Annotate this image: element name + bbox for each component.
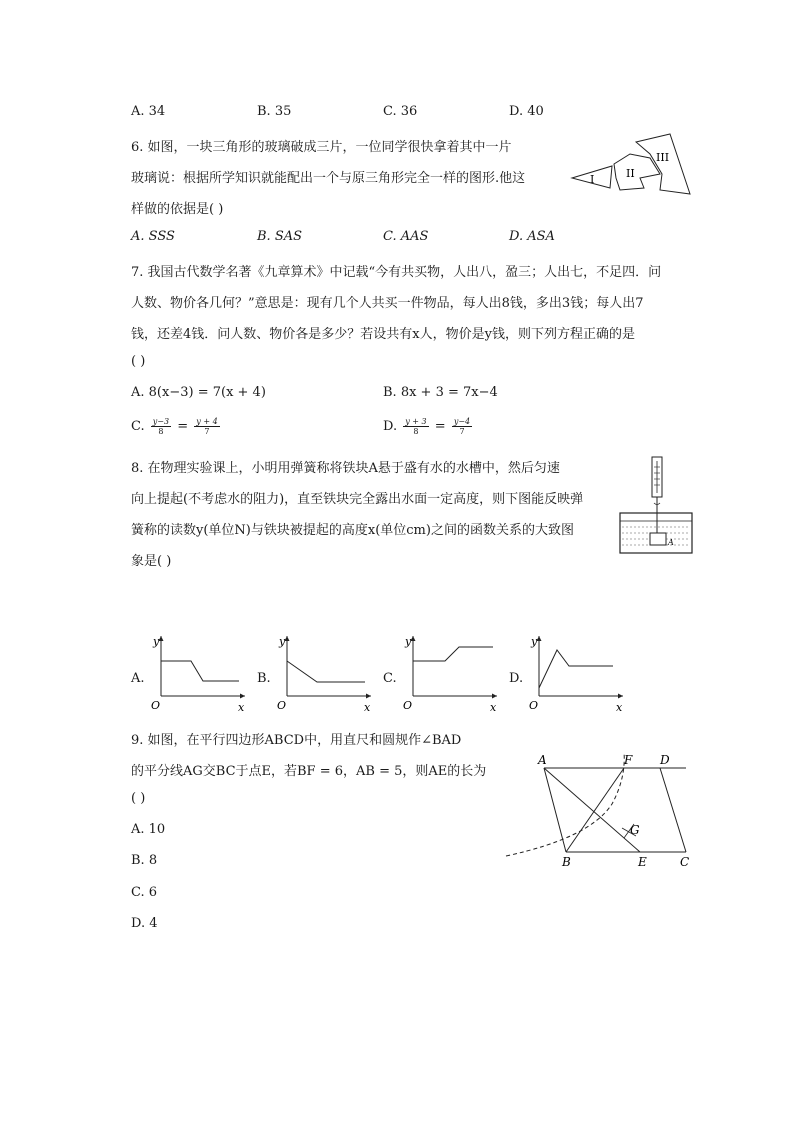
q7-option-d[interactable]: D. $\frac{y + 3}{8}$ = $\frac{y-4}{7}$ [383,417,471,436]
svg-text:E: E [638,855,647,869]
svg-text:O: O [403,699,413,712]
q9-option-a[interactable]: A. 10 [131,822,166,837]
q6-text-line-1: 6. 如图，一块三角形的玻璃破成三片，一位同学很快拿着其中一片 [131,140,512,155]
graph-c-line [413,647,493,661]
svg-text:y: y [153,635,160,648]
piece-label-2: II [626,167,635,180]
q5-option-b[interactable]: B. 35 [257,104,292,119]
svg-text:y: y [279,635,286,648]
bisector-ae [544,768,640,852]
segment-bf [566,768,624,852]
q9-text-line-3: ( ) [131,791,146,806]
q7-text-line-1: 7. 我国古代数学名著《九章算术》中记载“今有共买物，人出八，盈三；人出七，不足四．问 [131,265,662,280]
q6-option-a[interactable]: A. SSS [131,229,175,244]
q6-option-b[interactable]: B. SAS [257,229,303,244]
q8-text-line-3: 簧称的读数y(单位N)与铁块被提起的高度x(单位cm)之间的函数关系的大致图 [131,523,574,538]
svg-text:B: B [562,855,571,869]
broken-triangle-figure [570,134,692,196]
svg-text:x: x [616,701,623,714]
spring-scale-figure [618,455,694,555]
svg-text:O: O [277,699,287,712]
q6-text-line-3: 样做的依据是( ) [131,202,224,217]
q8-text-line-2: 向上提起(不考虑水的阻力)，直至铁块完全露出水面一定高度，则下图能反映弹 [131,492,584,507]
side-dc [660,768,686,852]
fraction: $\frac{y + 3}{8}$ [405,417,427,436]
svg-text:A: A [668,538,674,547]
piece-label-1: I [590,173,595,186]
q6-option-d[interactable]: D. ASA [509,229,555,244]
svg-text:A: A [538,753,547,767]
glass-piece-3 [636,134,690,194]
svg-text:O: O [529,699,539,712]
svg-text:G: G [630,823,640,837]
q5-option-d[interactable]: D. 40 [509,104,544,119]
q8-text-line-4: 象是( ) [131,554,172,569]
q7-option-d-prefix: D. [383,419,398,434]
svg-text:x: x [238,701,245,714]
piece-label-3: III [656,151,670,164]
q7-text-line-4: ( ) [131,354,146,369]
q8-option-c[interactable]: C. [383,671,397,686]
svg-text:C: C [680,855,690,869]
q8-option-d[interactable]: D. [509,671,524,686]
q8-option-a[interactable]: A. [131,671,145,686]
graph-d[interactable] [525,632,625,712]
q6-option-c[interactable]: C. AAS [383,229,429,244]
svg-text:D: D [660,753,670,767]
svg-text:x: x [364,701,371,714]
parallelogram-figure [500,748,700,872]
svg-text:y: y [531,635,538,648]
q9-text-line-2: 的平分线AG交BC于点E，若BF = 6，AB = 5，则AE的长为 [131,764,487,779]
q9-option-b[interactable]: B. 8 [131,853,158,868]
q5-option-a[interactable]: A. 34 [131,104,166,119]
svg-text:O: O [151,699,161,712]
graph-c[interactable] [399,632,499,712]
graph-a[interactable] [147,632,247,712]
graph-b[interactable] [273,632,373,712]
fraction: $\frac{y-3}{8}$ [152,417,170,436]
graph-d-line [539,650,613,688]
iron-block [650,533,666,545]
graph-a-line [161,661,239,681]
q5-option-c[interactable]: C. 36 [383,104,418,119]
q7-option-c[interactable]: C. $\frac{y-3}{8}$ = $\frac{y + 4}{7}$ [131,417,218,436]
graph-b-line [287,661,365,682]
svg-text:x: x [490,701,497,714]
q7-text-line-3: 钱，还差4钱．问人数、物价各是多少？若设共有x人，物价是y钱，则下列方程正确的是 [131,327,635,342]
q7-option-b[interactable]: B. 8x + 3 = 7x−4 [383,385,498,400]
q6-text-line-2: 玻璃说：根据所学知识就能配出一个与原三角形完全一样的图形.他这 [131,171,526,186]
q8-text-line-1: 8. 在物理实验课上，小明用弹簧称将铁块A悬于盛有水的水槽中，然后匀速 [131,461,560,476]
q7-text-line-2: 人数、物价各几何？”意思是：现有几个人共买一件物品，每人出8钱，多出3钱；每人出7 [131,296,644,311]
fraction: $\frac{y + 4}{7}$ [196,417,218,436]
fraction: $\frac{y-4}{7}$ [453,417,471,436]
svg-text:y: y [405,635,412,648]
q9-option-c[interactable]: C. 6 [131,885,158,900]
q7-option-c-prefix: C. [131,419,145,434]
svg-text:F: F [624,753,633,767]
q8-option-b[interactable]: B. [257,671,271,686]
q7-option-a[interactable]: A. 8(x−3) = 7(x + 4) [131,385,266,400]
q9-option-d[interactable]: D. 4 [131,916,158,931]
q9-text-line-1: 9. 如图，在平行四边形ABCD中，用直尺和圆规作∠BAD [131,733,462,748]
